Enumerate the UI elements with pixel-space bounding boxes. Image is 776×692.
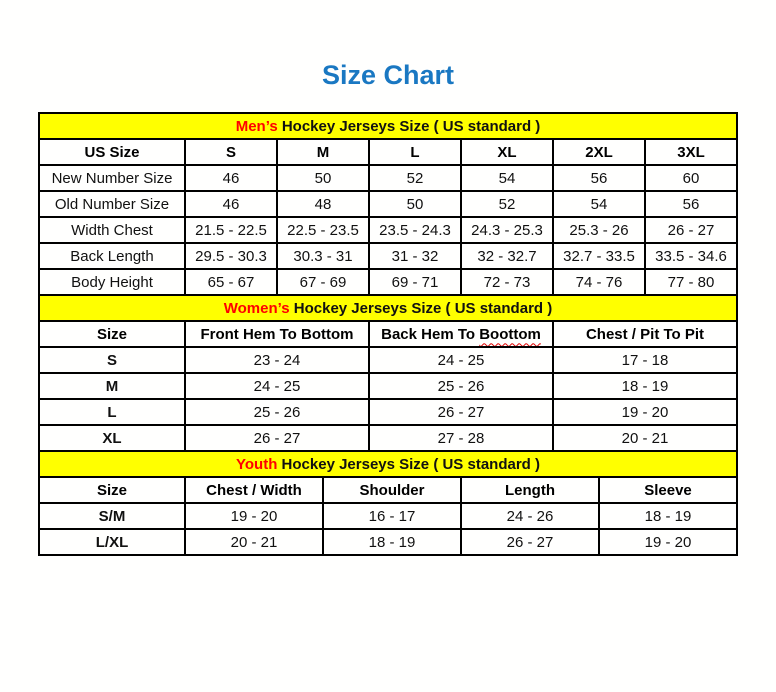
mens-value-cell: 24.3 - 25.3 (461, 217, 553, 243)
mens-row-label: New Number Size (39, 165, 185, 191)
youth-column-header-4: Sleeve (599, 477, 737, 503)
womens-value-cell: 23 - 24 (185, 347, 369, 373)
womens-column-header-row (39, 321, 737, 347)
youth-table-row-0 (39, 503, 737, 529)
mens-value-cell: 23.5 - 24.3 (369, 217, 461, 243)
womens-value-cell: 24 - 25 (369, 347, 553, 373)
womens-value-cell: 20 - 21 (553, 425, 737, 451)
womens-value-cell: 27 - 28 (369, 425, 553, 451)
mens-value-cell: 56 (553, 165, 645, 191)
mens-column-header-row (39, 139, 737, 165)
youth-table-row-1 (39, 529, 737, 555)
mens-value-cell: 46 (185, 165, 277, 191)
size-chart-tables (38, 112, 738, 556)
mens-value-cell: 50 (369, 191, 461, 217)
womens-value-cell: 25 - 26 (369, 373, 553, 399)
youth-column-header-2: Shoulder (323, 477, 461, 503)
mens-value-cell: 26 - 27 (645, 217, 737, 243)
mens-value-cell: 46 (185, 191, 277, 217)
mens-column-header-4: XL (461, 139, 553, 165)
womens-table-row-2 (39, 399, 737, 425)
womens-table-row-3 (39, 425, 737, 451)
mens-section-band (39, 113, 737, 139)
womens-value-cell: 24 - 25 (185, 373, 369, 399)
mens-row-label: Old Number Size (39, 191, 185, 217)
mens-row-label: Width Chest (39, 217, 185, 243)
womens-value-cell: 18 - 19 (553, 373, 737, 399)
mens-row-label: Back Length (39, 243, 185, 269)
mens-value-cell: 77 - 80 (645, 269, 737, 295)
youth-value-cell: 16 - 17 (323, 503, 461, 529)
womens-section-band (39, 295, 737, 321)
youth-size-table (38, 450, 738, 556)
mens-column-header-3: L (369, 139, 461, 165)
mens-value-cell: 21.5 - 22.5 (185, 217, 277, 243)
mens-value-cell: 52 (461, 191, 553, 217)
womens-value-cell: 25 - 26 (185, 399, 369, 425)
youth-value-cell: 18 - 19 (323, 529, 461, 555)
mens-value-cell: 60 (645, 165, 737, 191)
mens-value-cell: 52 (369, 165, 461, 191)
youth-value-cell: 24 - 26 (461, 503, 599, 529)
mens-value-cell: 50 (277, 165, 369, 191)
misspelled-word: Boottom (479, 325, 541, 343)
mens-size-table (38, 112, 738, 296)
mens-value-cell: 65 - 67 (185, 269, 277, 295)
mens-table-row-0 (39, 165, 737, 191)
mens-value-cell: 72 - 73 (461, 269, 553, 295)
mens-table-row-4 (39, 269, 737, 295)
mens-row-label: Body Height (39, 269, 185, 295)
mens-value-cell: 29.5 - 30.3 (185, 243, 277, 269)
youth-value-cell: 19 - 20 (599, 529, 737, 555)
youth-section-band (39, 451, 737, 477)
mens-column-header-1: S (185, 139, 277, 165)
youth-accent-word: Youth (236, 455, 278, 473)
womens-column-header-3: Chest / Pit To Pit (553, 321, 737, 347)
youth-column-header-row (39, 477, 737, 503)
mens-value-cell: 30.3 - 31 (277, 243, 369, 269)
mens-section-title: Men’s Hockey Jerseys Size ( US standard ) (39, 113, 737, 139)
mens-column-header-0: US Size (39, 139, 185, 165)
youth-value-cell: 26 - 27 (461, 529, 599, 555)
youth-column-header-0: Size (39, 477, 185, 503)
womens-column-header-2: Back Hem To Boottom (369, 321, 553, 347)
mens-column-header-6: 3XL (645, 139, 737, 165)
womens-value-cell: 17 - 18 (553, 347, 737, 373)
mens-value-cell: 56 (645, 191, 737, 217)
youth-value-cell: 18 - 19 (599, 503, 737, 529)
mens-value-cell: 69 - 71 (369, 269, 461, 295)
womens-table-row-0 (39, 347, 737, 373)
youth-value-cell: 20 - 21 (185, 529, 323, 555)
mens-value-cell: 48 (277, 191, 369, 217)
womens-row-label: S (39, 347, 185, 373)
mens-accent-word: Men’s (235, 117, 278, 135)
mens-value-cell: 32.7 - 33.5 (553, 243, 645, 269)
youth-row-label: S/M (39, 503, 185, 529)
womens-value-cell: 26 - 27 (185, 425, 369, 451)
womens-size-table (38, 294, 738, 452)
mens-value-cell: 67 - 69 (277, 269, 369, 295)
mens-table-row-2 (39, 217, 737, 243)
youth-column-header-1: Chest / Width (185, 477, 323, 503)
youth-column-header-3: Length (461, 477, 599, 503)
mens-column-header-2: M (277, 139, 369, 165)
womens-row-label: L (39, 399, 185, 425)
youth-value-cell: 19 - 20 (185, 503, 323, 529)
womens-value-cell: 26 - 27 (369, 399, 553, 425)
mens-value-cell: 54 (553, 191, 645, 217)
mens-column-header-5: 2XL (553, 139, 645, 165)
mens-value-cell: 33.5 - 34.6 (645, 243, 737, 269)
mens-table-row-1 (39, 191, 737, 217)
youth-row-label: L/XL (39, 529, 185, 555)
mens-value-cell: 32 - 32.7 (461, 243, 553, 269)
mens-table-row-3 (39, 243, 737, 269)
womens-section-title: Women’s Hockey Jerseys Size ( US standard ) (39, 295, 737, 321)
youth-section-title: Youth Hockey Jerseys Size ( US standard ) (39, 451, 737, 477)
womens-accent-word: Women’s (223, 299, 290, 317)
womens-row-label: M (39, 373, 185, 399)
womens-row-label: XL (39, 425, 185, 451)
womens-column-header-1: Front Hem To Bottom (185, 321, 369, 347)
womens-value-cell: 19 - 20 (553, 399, 737, 425)
page-title: Size Chart (321, 60, 455, 90)
mens-value-cell: 25.3 - 26 (553, 217, 645, 243)
mens-value-cell: 22.5 - 23.5 (277, 217, 369, 243)
mens-value-cell: 74 - 76 (553, 269, 645, 295)
womens-column-header-0: Size (39, 321, 185, 347)
mens-value-cell: 31 - 32 (369, 243, 461, 269)
mens-value-cell: 54 (461, 165, 553, 191)
womens-table-row-1 (39, 373, 737, 399)
